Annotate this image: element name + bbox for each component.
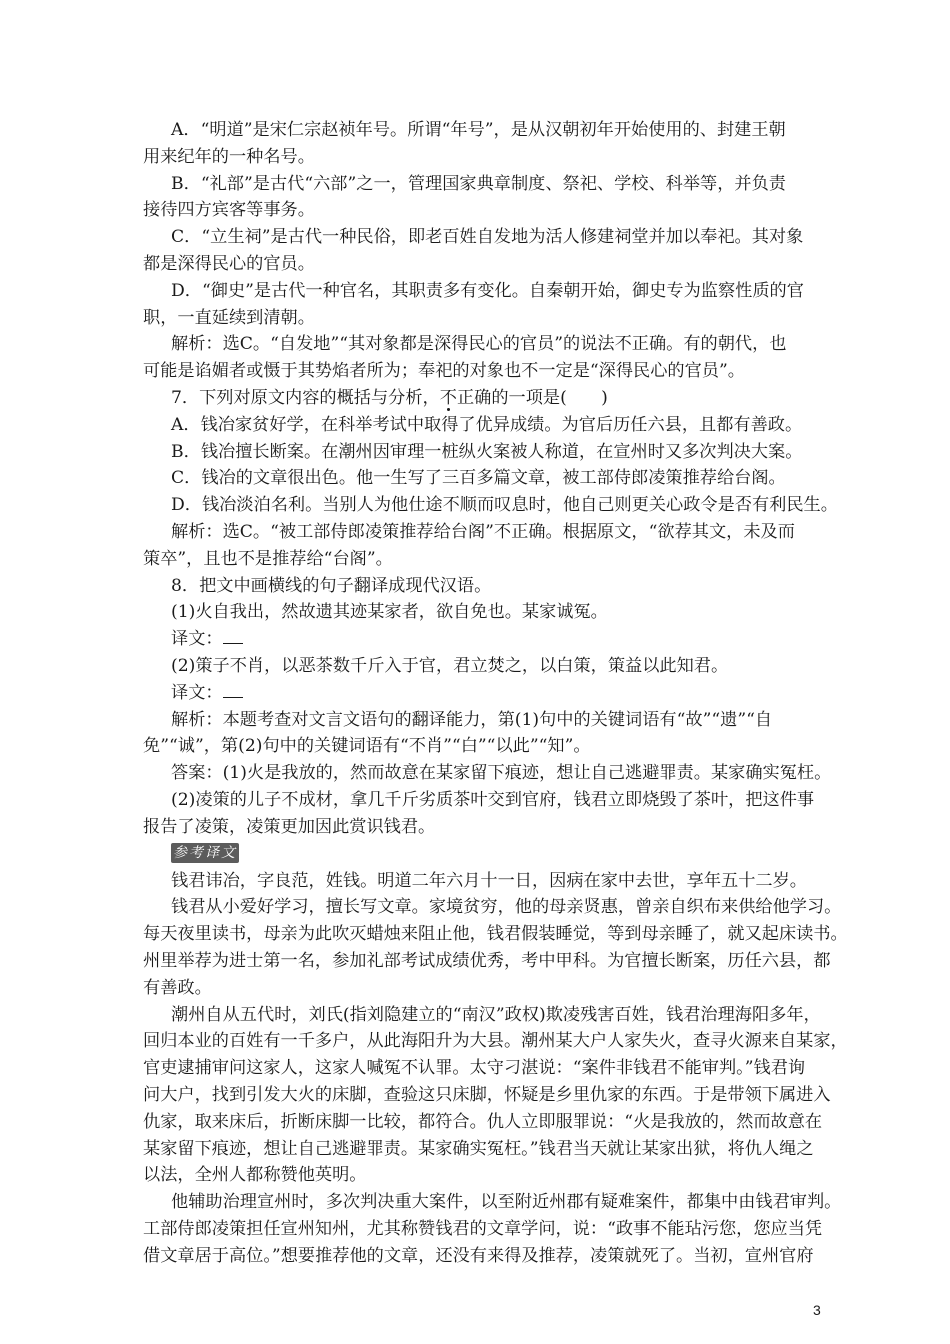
- q6-option-a-line1: A．“明道”是宋仁宗赵祯年号。所谓“年号”，是从汉朝初年开始使用的、封建王朝: [171, 120, 786, 140]
- q7-stem: [171, 386, 608, 410]
- q6-option-b-line2: 接待四方宾客等事务。: [143, 200, 315, 221]
- q8-sentence-1: (1)火自我出，然故遗其迹某家者，欲自免也。某家诚冤。: [171, 602, 608, 623]
- q7-stem-post: 正确的一项是( ): [456, 388, 608, 408]
- q6-analysis-line2: 可能是谄媚者或慑于其势焰者所为；奉祀的对象也不一定是“深得民心的官员”。: [143, 361, 745, 382]
- q8-sentence-2: (2)策子不肖，以恶茶数千斤入于官，君立焚之，以白策，策益以此知君。: [171, 656, 729, 676]
- translation-line-3: 每天夜里读书，母亲为此吹灭蜡烛来阻止他，钱君假装睡觉，等到母亲睡了，就又起床读书。: [143, 924, 848, 945]
- q8-stem: 8．把文中画横线的句子翻译成现代汉语。: [171, 575, 492, 596]
- q7-option-d: D．钱冶淡泊名利。当别人为他仕途不顺而叹息时，他自己则更关心政令是否有利民生。: [171, 495, 838, 516]
- q8-answer-line3: 报告了凌策，凌策更加因此赏识钱君。: [143, 816, 436, 837]
- q7-option-a: A．钱冶家贫好学，在科举考试中取得了优异成绩。为官后历任六县，且都有善政。: [171, 414, 803, 435]
- q8-translation-1: [171, 627, 243, 651]
- q6-option-b-line1: B．“礼部”是古代“六部”之一，管理国家典章制度、祭祀、学校、科举等，并负责: [171, 173, 786, 194]
- q8-translation-2: [171, 681, 243, 705]
- translation-line-10: 仇家，取来床后，折断床脚一比较，都符合。仇人立即服罪说：“火是我放的，然而故意在: [143, 1111, 823, 1132]
- q7-stem-emphasis: 不: [439, 388, 457, 408]
- q7-stem-pre: 7．下列对原文内容的概括与分析，: [171, 388, 440, 408]
- translation-line-11: 某家留下痕迹，想让自己逃避罪责。某家确实冤枉。”钱君当天就让某家出狱，将仇人绳之: [143, 1138, 814, 1159]
- q6-option-d-line1: D．“御史”是古代一种官名，其职责多有变化。自秦朝开始，御史专为监察性质的官: [171, 280, 804, 301]
- translation-line-9: 问大户，找到引发大火的床脚，查验这只床脚，怀疑是乡里仇家的东西。于是带领下属进入: [143, 1085, 831, 1105]
- translation-line-13: 他辅助治理宣州时，多次判决重大案件，以至附近州郡有疑难案件，都集中由钱君审判。: [171, 1192, 842, 1213]
- translation-line-7: 回归本业的百姓有一千多户，从此海阳升为大县。潮州某大户人家失火，查寻火源来自某家，: [143, 1031, 848, 1052]
- reference-translation-badge: 参考译文: [173, 844, 237, 861]
- q6-analysis-line1: 解析：选C。“自发地”“其对象都是深得民心的官员”的说法不正确。有的朝代，也: [171, 334, 787, 355]
- q7-analysis-line1: 解析：选C。“被工部侍郎凌策推荐给台阁”不正确。根据原文，“欲荐其文，未及而: [171, 522, 795, 542]
- q8-analysis-line2: 免”“诚”，第(2)句中的关键词语有“不肖”“白”“以此”“知”。: [143, 736, 591, 757]
- translation-line-5: 有善政。: [143, 977, 212, 998]
- q8-answer-line2: (2)凌策的儿子不成材，拿几千斤劣质茶叶交到官府，钱君立即烧毁了茶叶，把这件事: [171, 790, 815, 810]
- translation-line-8: 官吏逮捕审问这家人，这家人喊冤不认罪。太守刁湛说：“案件非钱君不能审判。”钱君询: [143, 1058, 806, 1079]
- q6-option-a-line2: 用来纪年的一种名号。: [143, 146, 315, 167]
- page-number: 3: [813, 1302, 821, 1318]
- q7-option-c: C．钱冶的文章很出色。他一生写了三百多篇文章，被工部侍郎凌策推荐给台阁。: [171, 468, 786, 489]
- q8-analysis-line1: 解析：本题考查对文言文语句的翻译能力，第(1)句中的关键词语有“故”“遗”“自: [171, 709, 773, 730]
- translation-label-1: 译文：: [171, 629, 223, 650]
- translation-line-4: 州里举荐为进士第一名，参加礼部考试成绩优秀，考中甲科。为官擅长断案，历任六县，都: [143, 951, 831, 971]
- q6-option-c-line1: C．“立生祠”是古代一种民俗，即老百姓自发地为活人修建祠堂并加以奉祀。其对象: [171, 227, 804, 248]
- q6-option-d-line2: 职，一直延续到清朝。: [143, 307, 315, 328]
- translation-line-15: 借文章居于高位。”想要推荐他的文章，还没有来得及推荐，凌策就死了。当初，宣州官府: [143, 1245, 814, 1266]
- answer-blank-2: [223, 683, 243, 698]
- translation-line-12: 以法，全州人都称赞他英明。: [143, 1165, 367, 1186]
- translation-line-14: 工部侍郎凌策担任宣州知州，尤其称赞钱君的文章学问，说：“政事不能玷污您，您应当凭: [143, 1219, 823, 1239]
- q7-analysis-line2: 策卒”，且也不是推荐给“台阁”。: [143, 548, 393, 569]
- q7-option-b: B．钱冶擅长断案。在潮州因审理一桩纵火案被人称道，在宣州时又多次判决大案。: [171, 441, 803, 462]
- answer-blank-1: [223, 629, 243, 644]
- translation-line-2: 钱君从小爱好学习，擅长写文章。家境贫穷，他的母亲贤惠，曾亲自织布来供给他学习。: [171, 897, 842, 918]
- q8-answer-line1: 答案：(1)火是我放的，然而故意在某家留下痕迹，想让自己逃避罪责。某家确实冤枉。: [171, 763, 832, 784]
- q6-option-c-line2: 都是深得民心的官员。: [143, 254, 315, 274]
- translation-line-6: 潮州自从五代时，刘氏(指刘隐建立的“南汉”政权)欺凌残害百姓，钱君治理海阳多年，: [171, 1004, 821, 1025]
- translation-label-2: 译文：: [171, 682, 223, 703]
- translation-line-1: 钱君讳冶，字良范，姓钱。明道二年六月十一日，因病在家中去世，享年五十二岁。: [171, 870, 807, 891]
